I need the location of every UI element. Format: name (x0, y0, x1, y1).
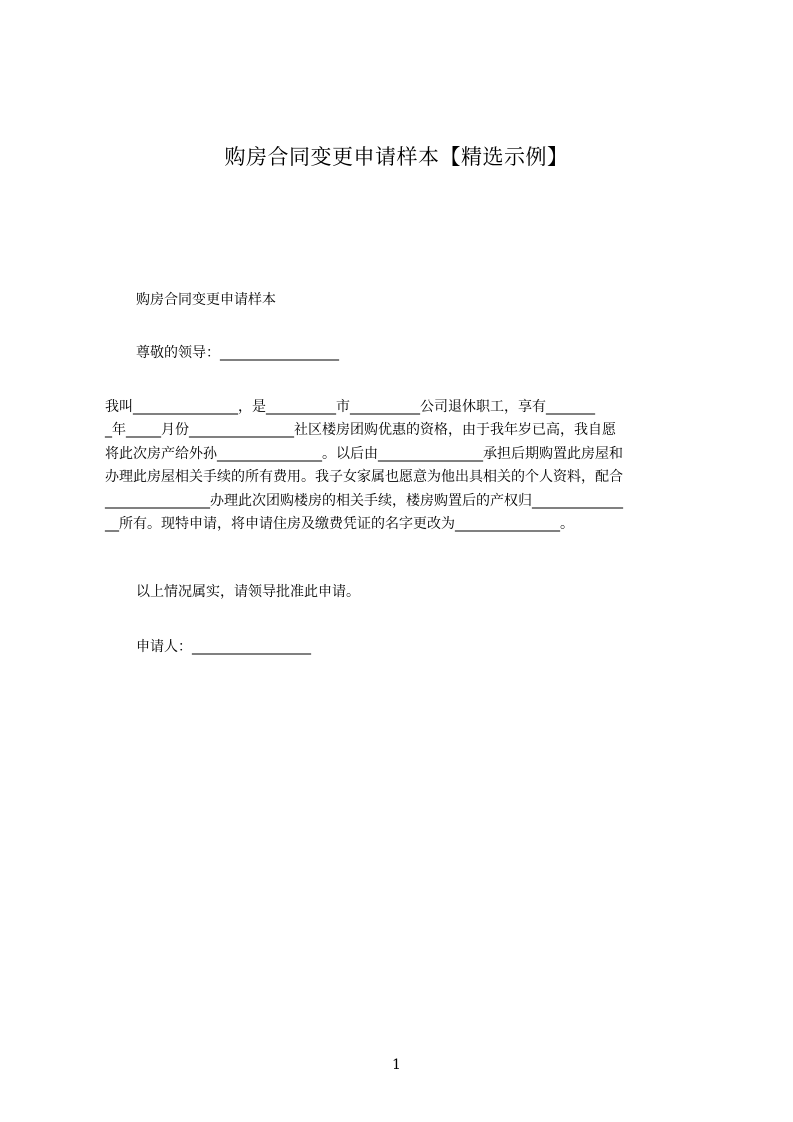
body-line: 将此次房产给外孙_______________。以后由_______________承担后期购置此房屋和 (105, 445, 623, 462)
page-number: 1 (392, 1057, 401, 1073)
body-paragraph (105, 396, 705, 536)
body-line: _______________办理此次团购楼房的相关手续，楼房购置后的产权归_____________ (105, 492, 623, 509)
body-line: 我叫_______________，是__________市__________公司退休职工，享有_______ (105, 399, 595, 415)
body-line: 办理此房屋相关手续的所有费用。我子女家属也愿意为他出具相关的个人资料，配合 (105, 469, 623, 486)
salutation: 尊敬的领导：_________________ (136, 345, 339, 361)
document-title: 购房合同变更申请样本【精选示例】 (224, 145, 569, 169)
confirmation-text: 以上情况属实，请领导批准此申请。 (136, 584, 360, 600)
applicant-line: 申请人：_________________ (136, 639, 311, 655)
body-line: __所有。现特申请，将申请住房及缴费凭证的名字更改为_______________。 (105, 515, 574, 532)
body-line: _年_____月份_______________社区楼房团购优惠的资格，由于我年岁已高，我自愿 (105, 422, 616, 439)
section-heading: 购房合同变更申请样本 (136, 292, 276, 308)
